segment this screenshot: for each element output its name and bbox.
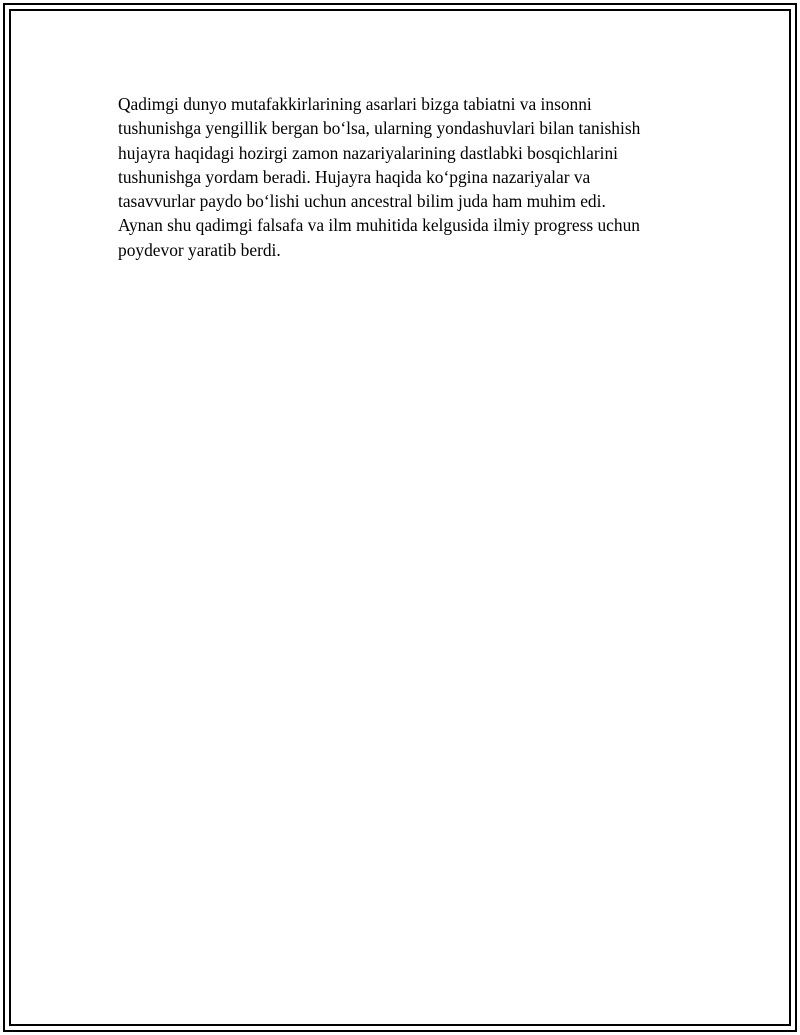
body-paragraph (118, 92, 698, 262)
paragraph-line: tushunishga yordam beradi. Hujayra haqida koʻpgina nazariyalar va (118, 166, 591, 187)
paragraph-line: Aynan shu qadimgi falsafa va ilm muhitida kelgusida ilmiy progress uchun (118, 215, 640, 236)
paragraph-line: poydevor yaratib berdi. (118, 239, 281, 260)
paragraph-line: tasavvurlar paydo boʻlishi uchun ancestral bilim juda ham muhim edi. (118, 191, 606, 212)
paragraph-line: Qadimgi dunyo mutafakkirlarining asarlari bizga tabiatni va insonni (118, 94, 592, 114)
paragraph-line: tushunishga yengillik bergan boʻlsa, ularning yondashuvlari bilan tanishish (118, 118, 641, 139)
paragraph-line: hujayra haqidagi hozirgi zamon nazariyalarining dastlabki bosqichlarini (118, 142, 618, 163)
